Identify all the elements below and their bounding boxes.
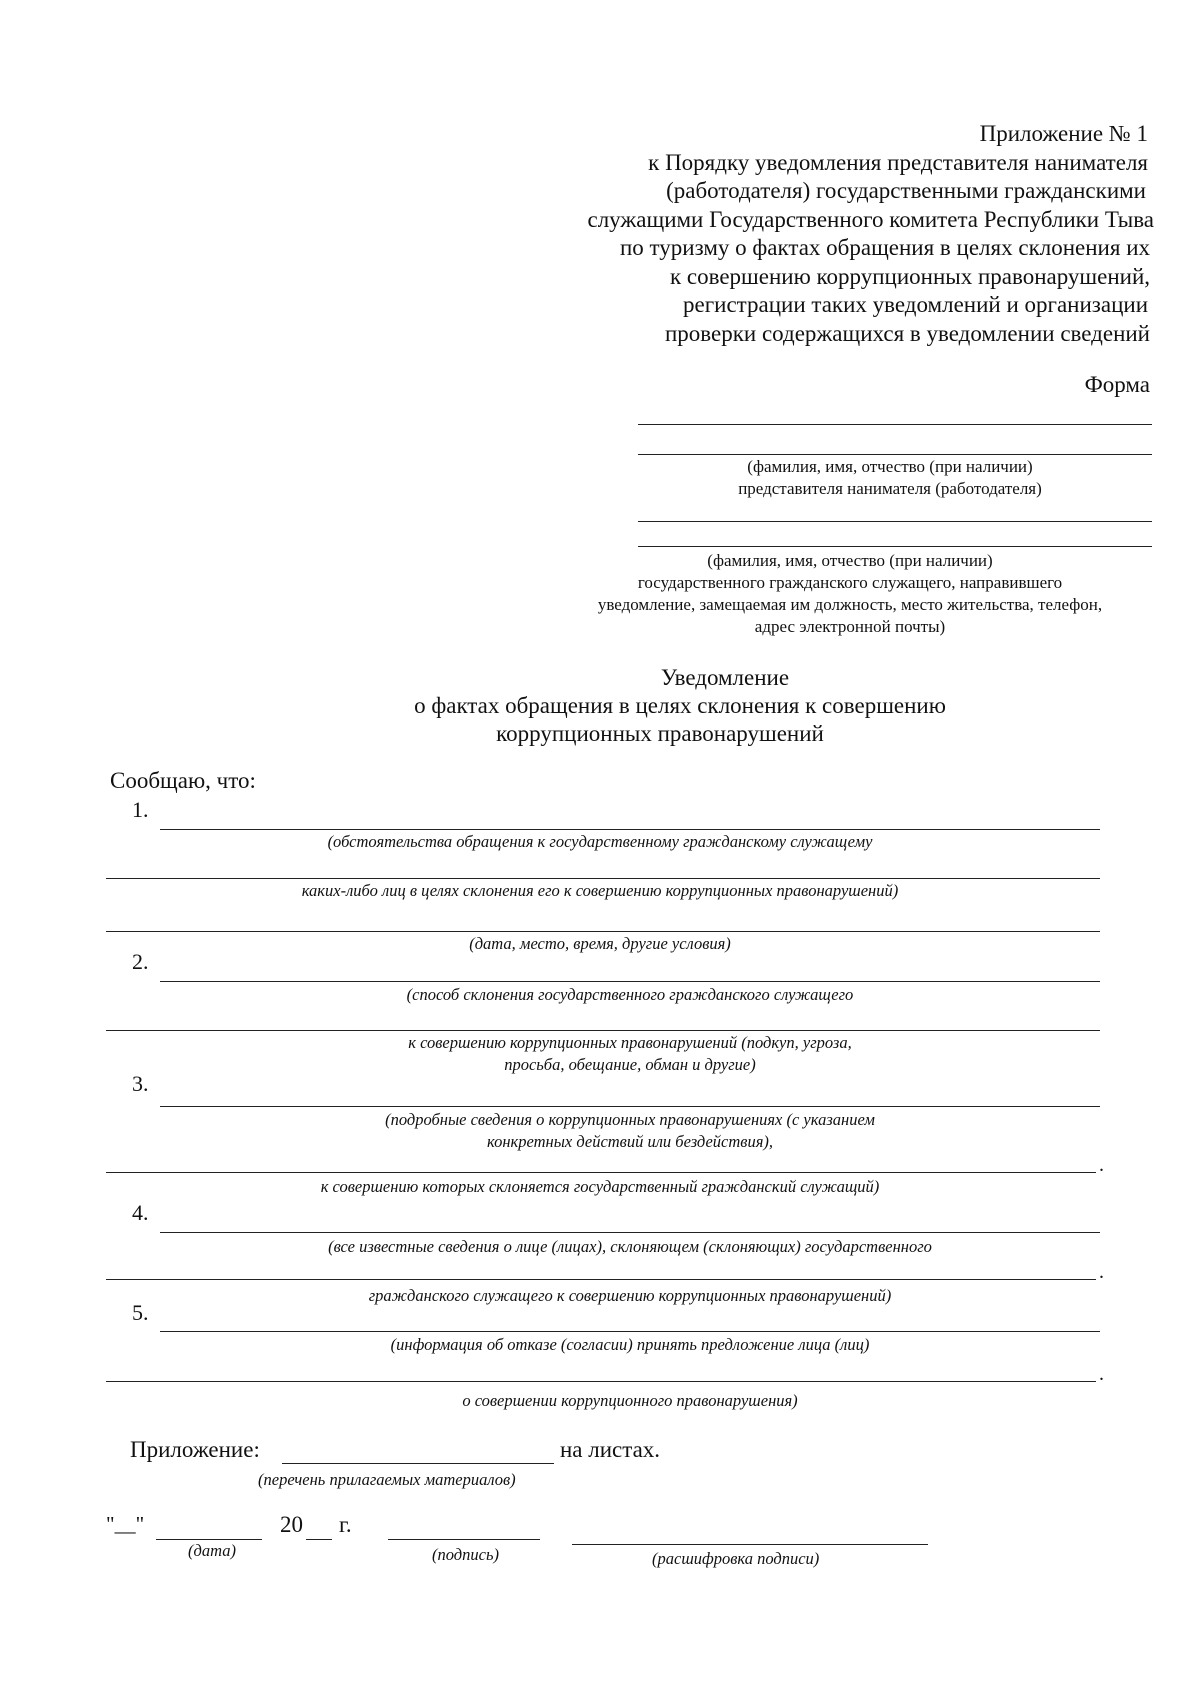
recipient-caption-line: представителя нанимателя (работодателя) [738, 479, 1042, 498]
item-line[interactable] [106, 878, 1100, 879]
sender-caption-line: уведомление, замещаемая им должность, место жительства, телефон, [597, 595, 1103, 614]
sender-caption [520, 550, 1180, 638]
item-hint: каких-либо лиц в целях склонения его к совершению коррупционных правонарушений) [301, 881, 899, 900]
recipient-line[interactable] [638, 424, 1152, 425]
item-number: 3. [132, 1071, 149, 1096]
decoding-line[interactable] [572, 1544, 928, 1545]
sender-line[interactable] [638, 546, 1152, 547]
item-hint-line: (подробные сведения о коррупционных правонарушениях (с указанием [385, 1110, 875, 1129]
date-caption: (дата) [188, 1541, 236, 1560]
form-label: Форма [1084, 372, 1150, 397]
item-hint: (способ склонения государственного гражданского служащего [406, 985, 854, 1004]
line-end-dot: . [1099, 1363, 1104, 1385]
item-line[interactable] [106, 931, 1100, 932]
date-field[interactable] [106, 1512, 144, 1537]
appendix-line: к Порядку уведомления представителя нанимателя [648, 149, 1148, 175]
year-suffix: г. [339, 1512, 352, 1537]
item-hint: гражданского служащего к совершению коррупционных правонарушений) [368, 1286, 892, 1305]
appendix-line: служащими Государственного комитета Республики Тыва [587, 206, 1154, 232]
appendix-line: регистрации таких уведомлений и организации [683, 292, 1148, 317]
item-hint: (дата, место, время, другие условия) [469, 934, 731, 953]
notice-title-line: Уведомление [660, 665, 790, 690]
sender-caption-line: государственного гражданского служащего, направившего [637, 573, 1063, 592]
item-line[interactable] [106, 1279, 1096, 1280]
attachment-suffix: на листах. [560, 1437, 661, 1462]
recipient-caption [620, 456, 1160, 500]
item-number: 2. [132, 949, 149, 974]
notice-title [280, 664, 1080, 748]
item-hint: (обстоятельства обращения к государственному гражданскому служащему [327, 832, 873, 851]
date-day-blank[interactable]: __ [114, 1512, 136, 1536]
attachment-label: Приложение: [130, 1437, 260, 1462]
attachment-line[interactable] [282, 1463, 554, 1464]
item-line[interactable] [160, 1232, 1100, 1233]
appendix-header [354, 120, 1154, 348]
item-line[interactable] [106, 1172, 1096, 1173]
item-line[interactable] [160, 1331, 1100, 1332]
item-number: 4. [132, 1200, 149, 1225]
intro-text: Сообщаю, что: [110, 768, 256, 793]
item-line[interactable] [160, 981, 1100, 982]
appendix-line: проверки содержащихся в уведомлении сведений [664, 320, 1150, 346]
item-hint: (информация об отказе (согласии) принять предложение лица (лиц) [390, 1335, 870, 1354]
item-hint-line: к совершению коррупционных правонарушений (подкуп, угроза, [408, 1033, 852, 1052]
appendix-line: (работодателя) государственными гражданскими [666, 178, 1146, 203]
year-line[interactable] [306, 1539, 332, 1540]
item-line[interactable] [160, 1106, 1100, 1107]
item-hint: к совершению которых склоняется государственный гражданский служащий) [320, 1177, 880, 1196]
sender-line[interactable] [638, 521, 1152, 522]
line-end-dot: . [1099, 1261, 1104, 1283]
appendix-line: к совершению коррупционных правонарушений, [669, 263, 1150, 289]
year-prefix: 20 [280, 1512, 303, 1537]
notice-title-line: о фактах обращения в целях склонения к совершению [414, 693, 946, 718]
notice-title-line: коррупционных правонарушений [496, 721, 824, 746]
date-quote-close: " [135, 1512, 145, 1536]
item-hint-line: конкретных действий или бездействия), [487, 1132, 773, 1151]
item-line[interactable] [160, 829, 1100, 830]
signature-line[interactable] [388, 1539, 540, 1540]
sender-caption-line: (фамилия, имя, отчество (при наличии) [707, 551, 993, 570]
item-line[interactable] [106, 1381, 1096, 1382]
decoding-caption: (расшифровка подписи) [652, 1549, 820, 1568]
sender-caption-line: адрес электронной почты) [754, 617, 946, 636]
item-line[interactable] [106, 1030, 1100, 1031]
appendix-line: по туризму о фактах обращения в целях склонения их [619, 235, 1150, 260]
item-number: 5. [132, 1300, 149, 1325]
attachment-caption: (перечень прилагаемых материалов) [258, 1470, 516, 1489]
item-hint [160, 1109, 1100, 1153]
item-hint: (все известные сведения о лице (лицах), склоняющем (склоняющих) государственного [328, 1237, 932, 1256]
item-hint-line: просьба, обещание, обман и другие) [504, 1055, 756, 1074]
line-end-dot: . [1099, 1154, 1104, 1176]
recipient-caption-line: (фамилия, имя, отчество (при наличии) [747, 457, 1033, 476]
recipient-line[interactable] [638, 454, 1152, 455]
appendix-title: Приложение № 1 [979, 121, 1148, 146]
item-number: 1. [132, 797, 149, 822]
item-hint [160, 1032, 1100, 1076]
item-hint: о совершении коррупционного правонарушения) [462, 1391, 798, 1410]
date-quote-open: " [106, 1512, 115, 1536]
signature-caption: (подпись) [432, 1545, 499, 1564]
